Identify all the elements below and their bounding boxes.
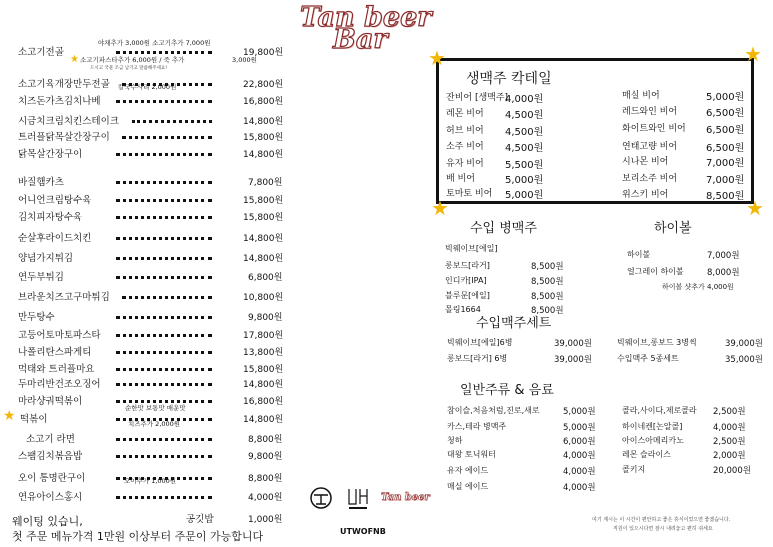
drink-name: 잔비어 [생맥주] xyxy=(446,93,509,103)
drink-name: 레몬 비어 xyxy=(446,109,484,119)
menu-item-name: 나폴리탄스파게티 xyxy=(18,347,92,358)
drink-name: 롱보드[라거] 6병 xyxy=(447,354,508,363)
dotted-leader xyxy=(116,199,212,202)
menu-item-price: 6,800원 xyxy=(248,273,283,283)
footer-minimum-order: 첫 주문 메뉴가격 1만원 이상부터 주문이 가능합니다 xyxy=(12,530,264,543)
menu-item-price: 8,800원 xyxy=(248,474,283,484)
star-icon: ★ xyxy=(746,196,764,220)
star-icon: ★ xyxy=(3,408,16,424)
star-icon: ★ xyxy=(428,46,446,70)
liquor-title: 일반주류 & 음료 xyxy=(460,383,554,398)
menu-item-name: 연유아이스홍시 xyxy=(18,492,83,503)
drink-price: 39,000원 xyxy=(725,339,763,349)
drink-price: 5,000원 xyxy=(505,175,544,186)
drink-name: 콜키지 xyxy=(622,465,646,474)
menu-item-name: 공깃밥 xyxy=(186,514,214,525)
drink-price: 2,500원 xyxy=(713,407,746,417)
menu-item-name: 소고기전골 xyxy=(18,47,64,58)
menu-item-name: 어니언크림탕수육 xyxy=(18,195,92,206)
brand-logo-bh xyxy=(346,486,370,514)
dotted-leader xyxy=(116,51,212,54)
dotted-leader xyxy=(116,153,212,156)
drink-price: 8,500원 xyxy=(706,191,745,202)
drink-name: 콜라,사이다,제로콜라 xyxy=(622,406,697,415)
brand-logo-mark xyxy=(308,486,334,514)
drink-price: 2,500원 xyxy=(713,437,746,447)
menu-item-price: 15,800원 xyxy=(243,133,284,143)
menu-item-price: 8,800원 xyxy=(248,435,283,445)
drink-name: 유자 에이드 xyxy=(447,466,489,475)
note-leave-soup: 드시고 국물 조금 남기고 말씀해주세요! xyxy=(90,66,168,71)
menu-item-price: 14,800원 xyxy=(243,254,284,264)
drink-name: 얼그레이 하이볼 xyxy=(627,267,684,276)
menu-item-price: 22,800원 xyxy=(243,80,284,90)
menu-item-price: 10,800원 xyxy=(243,293,284,303)
dotted-leader xyxy=(116,181,212,184)
dotted-leader xyxy=(132,120,212,123)
drink-name: 하이볼 xyxy=(627,250,651,259)
drink-name: 매실 에이드 xyxy=(447,482,489,491)
drink-name: 빅웨이브[에일]6병 xyxy=(447,338,513,347)
drink-name: 대왕 토닉워터 xyxy=(447,450,496,459)
drink-price: 7,000원 xyxy=(706,175,745,186)
menu-item-price: 13,800원 xyxy=(243,348,284,358)
drink-price: 8,500원 xyxy=(531,292,564,302)
drink-name: 빅웨이브,롱보드 3병씩 xyxy=(617,338,697,347)
menu-item-name: 오이 통명란구이 xyxy=(18,473,86,484)
drink-price: 7,000원 xyxy=(707,251,740,261)
dotted-leader xyxy=(116,334,212,337)
drink-price: 5,000원 xyxy=(563,423,596,433)
menu-item-price: 14,800원 xyxy=(243,380,284,390)
drink-price: 6,000원 xyxy=(563,437,596,447)
menu-item-price: 9,800원 xyxy=(248,313,283,323)
dotted-leader xyxy=(116,351,212,354)
drink-name: 화이트와인 비어 xyxy=(622,124,686,134)
drink-price: 5,000원 xyxy=(563,407,596,417)
drink-price: 6,500원 xyxy=(706,143,745,154)
note-vegetable-beef: 야채추가 3,000원 소고기추가 7,000원 xyxy=(98,39,211,47)
dotted-leader xyxy=(116,257,212,260)
menu-item-price: 14,800원 xyxy=(243,117,284,127)
drink-name: 참이슬,처음처럼,진로,새로 xyxy=(447,406,540,415)
dotted-leader xyxy=(116,496,212,499)
menu-item-price: 15,800원 xyxy=(243,365,284,375)
highball-title: 하이볼 xyxy=(654,221,692,236)
drink-name: 몰링1664 xyxy=(445,305,481,314)
disclaimer-line2: 직원이 있으시다면 잠시 내려놓고 편히 쉬세요 xyxy=(613,526,713,532)
dotted-leader xyxy=(116,455,212,458)
drink-name: 레드와인 비어 xyxy=(622,107,678,117)
logo-line2: Bar xyxy=(333,24,388,55)
menu-item-price: 14,800원 xyxy=(243,415,284,425)
menu-item-price: 1,000원 xyxy=(248,515,283,525)
menu-item-name: 두마리반건조오징어 xyxy=(18,379,101,390)
disclaimer-line1: 여기 계시는 이 시간이 편안하고 좋은 휴식이었으면 좋겠습니다. xyxy=(592,517,731,523)
menu-item-name: 김치피자탕수육 xyxy=(18,212,83,223)
menu-item-price: 14,800원 xyxy=(243,234,284,244)
drink-price: 8,500원 xyxy=(531,277,564,287)
drink-price: 39,000원 xyxy=(554,355,592,365)
drink-price: 39,000원 xyxy=(554,339,592,349)
note-cucumber-add: 오이추가 1,000원 xyxy=(124,477,177,485)
drink-price: 4,500원 xyxy=(505,143,544,154)
footer-waiting: 웨이팅 있습니, xyxy=(12,515,83,528)
menu-item-name: 트러플닭목살간장구이 xyxy=(18,132,110,143)
drink-price: 5,000원 xyxy=(706,92,745,103)
menu-item-name: 소고기육개장만두전골 xyxy=(18,79,110,90)
star-icon: ★ xyxy=(431,196,449,220)
drink-price: 4,000원 xyxy=(563,467,596,477)
menu-item-name: 양념가지튀김 xyxy=(18,253,74,264)
cocktail-title: 생맥주 칵테일 xyxy=(466,71,552,87)
drink-price: 8,500원 xyxy=(531,306,564,316)
small-tan-beer-logo: Tan beer xyxy=(381,492,430,503)
drink-name: 블루문[에일] xyxy=(445,291,490,300)
menu-item-name: 연두부튀김 xyxy=(18,272,64,283)
note-pasta-porridge: 소고기파스타추가 6,000원 / 죽 추가 xyxy=(80,56,185,64)
drink-name: 인디카[IPA] xyxy=(445,276,487,285)
menu-item-price: 19,800원 xyxy=(243,48,284,58)
drink-name: 청하 xyxy=(447,436,463,445)
menu-item-name: 시금치크림치킨스테이크 xyxy=(18,116,119,127)
import-beer-title: 수입 병맥주 xyxy=(470,221,537,236)
menu-item-name: 치즈돈가츠김치나베 xyxy=(18,96,101,107)
dotted-leader xyxy=(116,368,212,371)
menu-item-price: 14,800원 xyxy=(243,150,284,160)
drink-price: 7,000원 xyxy=(706,158,745,169)
menu-item-name: 소고기 라면 xyxy=(26,434,75,445)
menu-item-price: 7,800원 xyxy=(248,178,283,188)
drink-name: 롱보드[라거] xyxy=(445,261,490,270)
drink-name: 허브 비어 xyxy=(446,126,484,136)
drink-name: 매실 비어 xyxy=(622,91,660,101)
menu-item-price: 4,000원 xyxy=(248,493,283,503)
menu-item-name: 먹태와 트러플마요 xyxy=(18,364,95,375)
drink-price: 35,000원 xyxy=(725,355,763,365)
dotted-leader xyxy=(116,100,212,103)
menu-item-name: 닭목살간장구이 xyxy=(18,149,83,160)
dotted-leader xyxy=(116,383,212,386)
drink-price: 8,500원 xyxy=(531,262,564,272)
menu-item-name: 순살후라이드치킨 xyxy=(18,233,92,244)
drink-name: 카스,테라 병맥주 xyxy=(447,422,507,431)
note-spicy-levels: 순한맛 보통맛 매운맛 xyxy=(125,404,186,412)
menu-item-name: 마라샹궈떡볶이 xyxy=(18,396,83,407)
note-cheese-add: 치즈추가 2,000원 xyxy=(128,420,181,428)
import-set-title: 수입맥주세트 xyxy=(476,316,552,331)
logo-line1: Tan beer xyxy=(300,2,432,33)
menu-item-price: 16,800원 xyxy=(243,397,284,407)
menu-item-name: 스팸김치볶음밥 xyxy=(18,451,83,462)
drink-price: 4,500원 xyxy=(505,127,544,138)
drink-price: 8,000원 xyxy=(707,268,740,278)
drink-name: 레몬 슬라이스 xyxy=(622,450,671,459)
highball-note: 하이볼 샷추가 4,000원 xyxy=(662,283,734,291)
star-icon: ★ xyxy=(744,42,762,66)
dotted-leader xyxy=(116,216,212,219)
drink-price: 4,000원 xyxy=(563,451,596,461)
menu-item-price: 15,800원 xyxy=(243,213,284,223)
dotted-leader xyxy=(116,276,212,279)
drink-price: 4,000원 xyxy=(505,94,544,105)
note-kalguksu: 칼국수사리 2,000원 xyxy=(118,83,177,91)
drink-name: 위스키 비어 xyxy=(622,190,669,200)
drink-price: 2,000원 xyxy=(713,451,746,461)
drink-price: 4,500원 xyxy=(505,110,544,121)
drink-price: 6,500원 xyxy=(706,125,745,136)
note-porridge-price: 3,000원 xyxy=(232,56,257,64)
menu-item-price: 15,800원 xyxy=(243,196,284,206)
drink-price: 5,000원 xyxy=(505,190,544,201)
menu-item-name: 브라운치즈고구마튀김 xyxy=(18,292,110,303)
drink-name: 시나몬 비어 xyxy=(622,157,669,167)
drink-price: 4,000원 xyxy=(713,423,746,433)
drink-name: 연태고량 비어 xyxy=(622,142,678,152)
drink-name: 아이스아메리카노 xyxy=(622,436,684,445)
menu-item-price: 16,800원 xyxy=(243,97,284,107)
drink-name: 보리소주 비어 xyxy=(622,174,678,184)
drink-price: 6,500원 xyxy=(706,108,745,119)
star-icon: ★ xyxy=(70,54,79,65)
drink-name: 하이네켄[논알콜] xyxy=(622,422,683,431)
menu-item-price: 9,800원 xyxy=(248,452,283,462)
menu-item-name: 고등어토마토파스타 xyxy=(18,330,101,341)
drink-name: 수입맥주 5종세트 xyxy=(617,354,679,363)
dotted-leader xyxy=(122,296,212,299)
drink-price: 20,000원 xyxy=(713,466,751,476)
drink-price: 5,500원 xyxy=(505,160,544,171)
drink-price: 4,000원 xyxy=(563,483,596,493)
drink-name: 유자 비어 xyxy=(446,159,484,169)
menu-item-price: 17,800원 xyxy=(243,331,284,341)
drink-name: 토마토 비어 xyxy=(446,189,493,199)
dotted-leader xyxy=(116,237,212,240)
drink-name: 빅웨이브[에일] xyxy=(445,244,498,253)
dotted-leader xyxy=(122,136,212,139)
menu-item-name: 바질햄카츠 xyxy=(18,177,64,188)
company-label: UTWOFNB xyxy=(340,527,386,536)
drink-name: 소주 비어 xyxy=(446,142,484,152)
dotted-leader xyxy=(116,438,212,441)
menu-item-name: 만두탕수 xyxy=(18,312,55,323)
drink-name: 배 비어 xyxy=(446,174,475,184)
dotted-leader xyxy=(116,316,212,319)
menu-item-name: 떡볶이 xyxy=(20,414,48,425)
